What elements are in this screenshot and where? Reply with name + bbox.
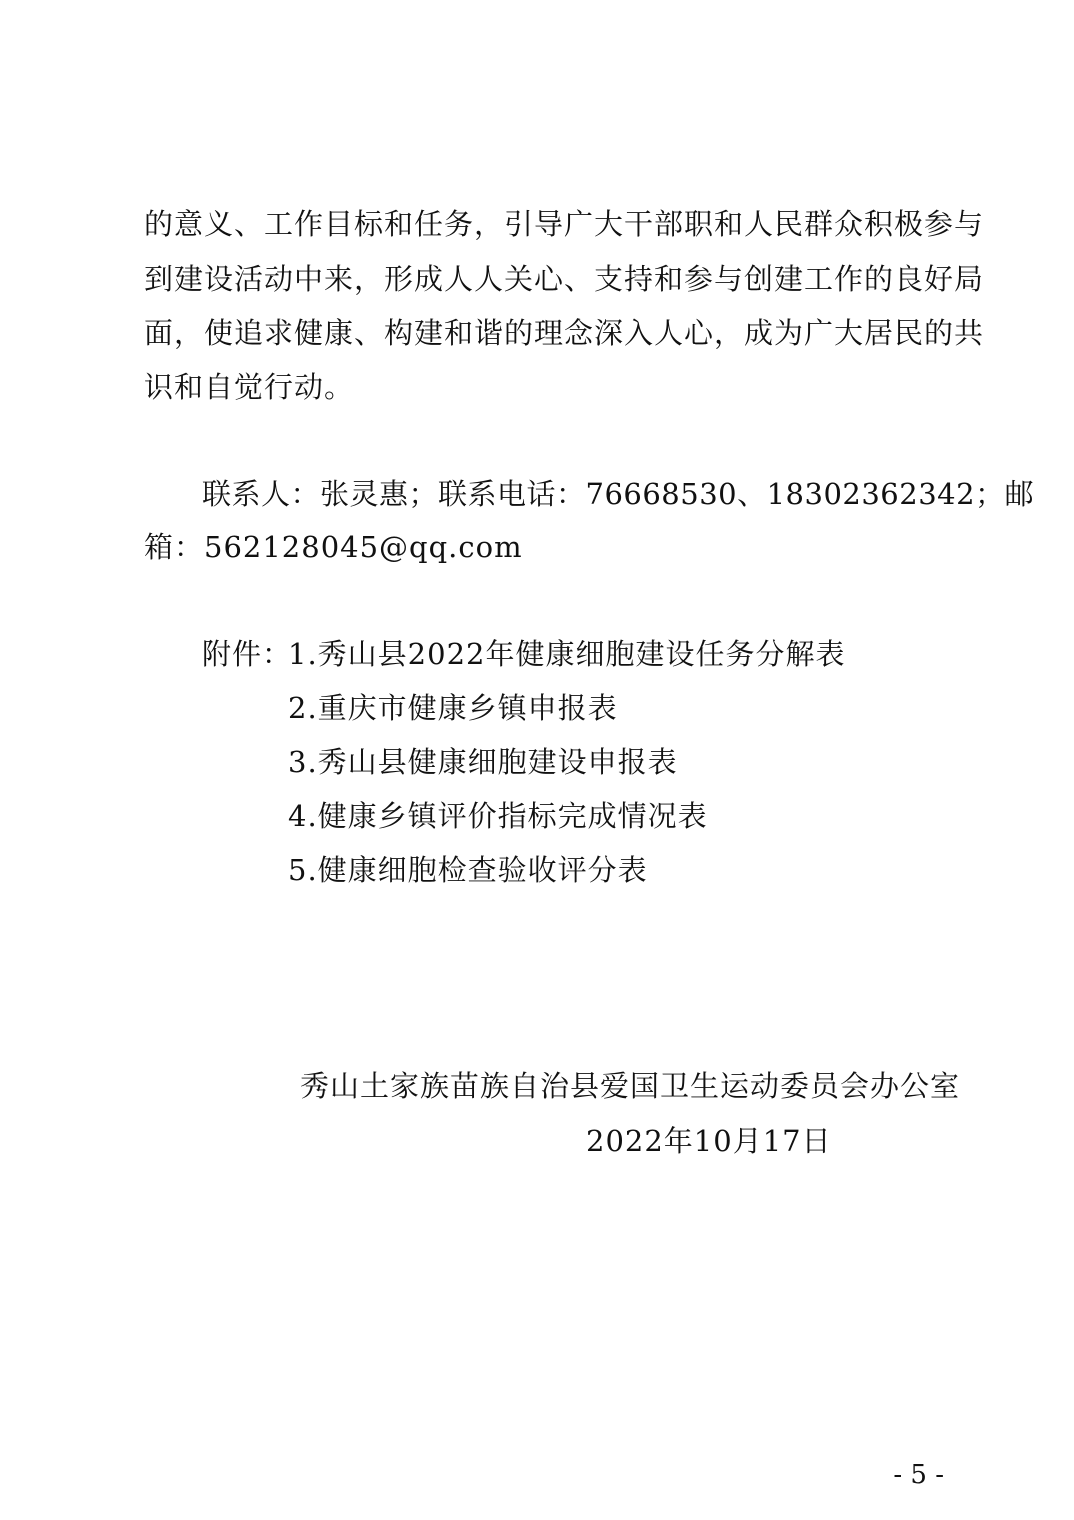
issue-date: 2022年10月17日 bbox=[586, 1124, 832, 1158]
attachment-item-5: 5.健康细胞检查验收评分表 bbox=[288, 853, 648, 887]
contact-line-1: 联系人：张灵惠；联系电话：76668530、18302362342；邮 bbox=[202, 477, 1035, 511]
paragraph-line-2: 到建设活动中来，形成人人关心、支持和参与创建工作的良好局 bbox=[144, 262, 985, 296]
page-number: - 5 - bbox=[893, 1460, 944, 1490]
attachment-item-2: 2.重庆市健康乡镇申报表 bbox=[288, 691, 618, 725]
paragraph-line-4: 识和自觉行动。 bbox=[144, 370, 355, 404]
attachment-item-4: 4.健康乡镇评价指标完成情况表 bbox=[288, 799, 708, 833]
issuing-organization: 秀山土家族苗族自治县爱国卫生运动委员会办公室 bbox=[300, 1069, 961, 1103]
paragraph-line-3: 面，使追求健康、构建和谐的理念深入人心，成为广大居民的共 bbox=[144, 316, 985, 350]
attachments-label: 附件： bbox=[202, 637, 293, 671]
paragraph-line-1: 的意义、工作目标和任务，引导广大干部职和人民群众积极参与 bbox=[144, 207, 985, 241]
attachment-item-3: 3.秀山县健康细胞建设申报表 bbox=[288, 745, 678, 779]
contact-line-2: 箱：562128045@qq.com bbox=[144, 530, 523, 564]
attachment-item-1: 1.秀山县2022年健康细胞建设任务分解表 bbox=[288, 637, 846, 671]
